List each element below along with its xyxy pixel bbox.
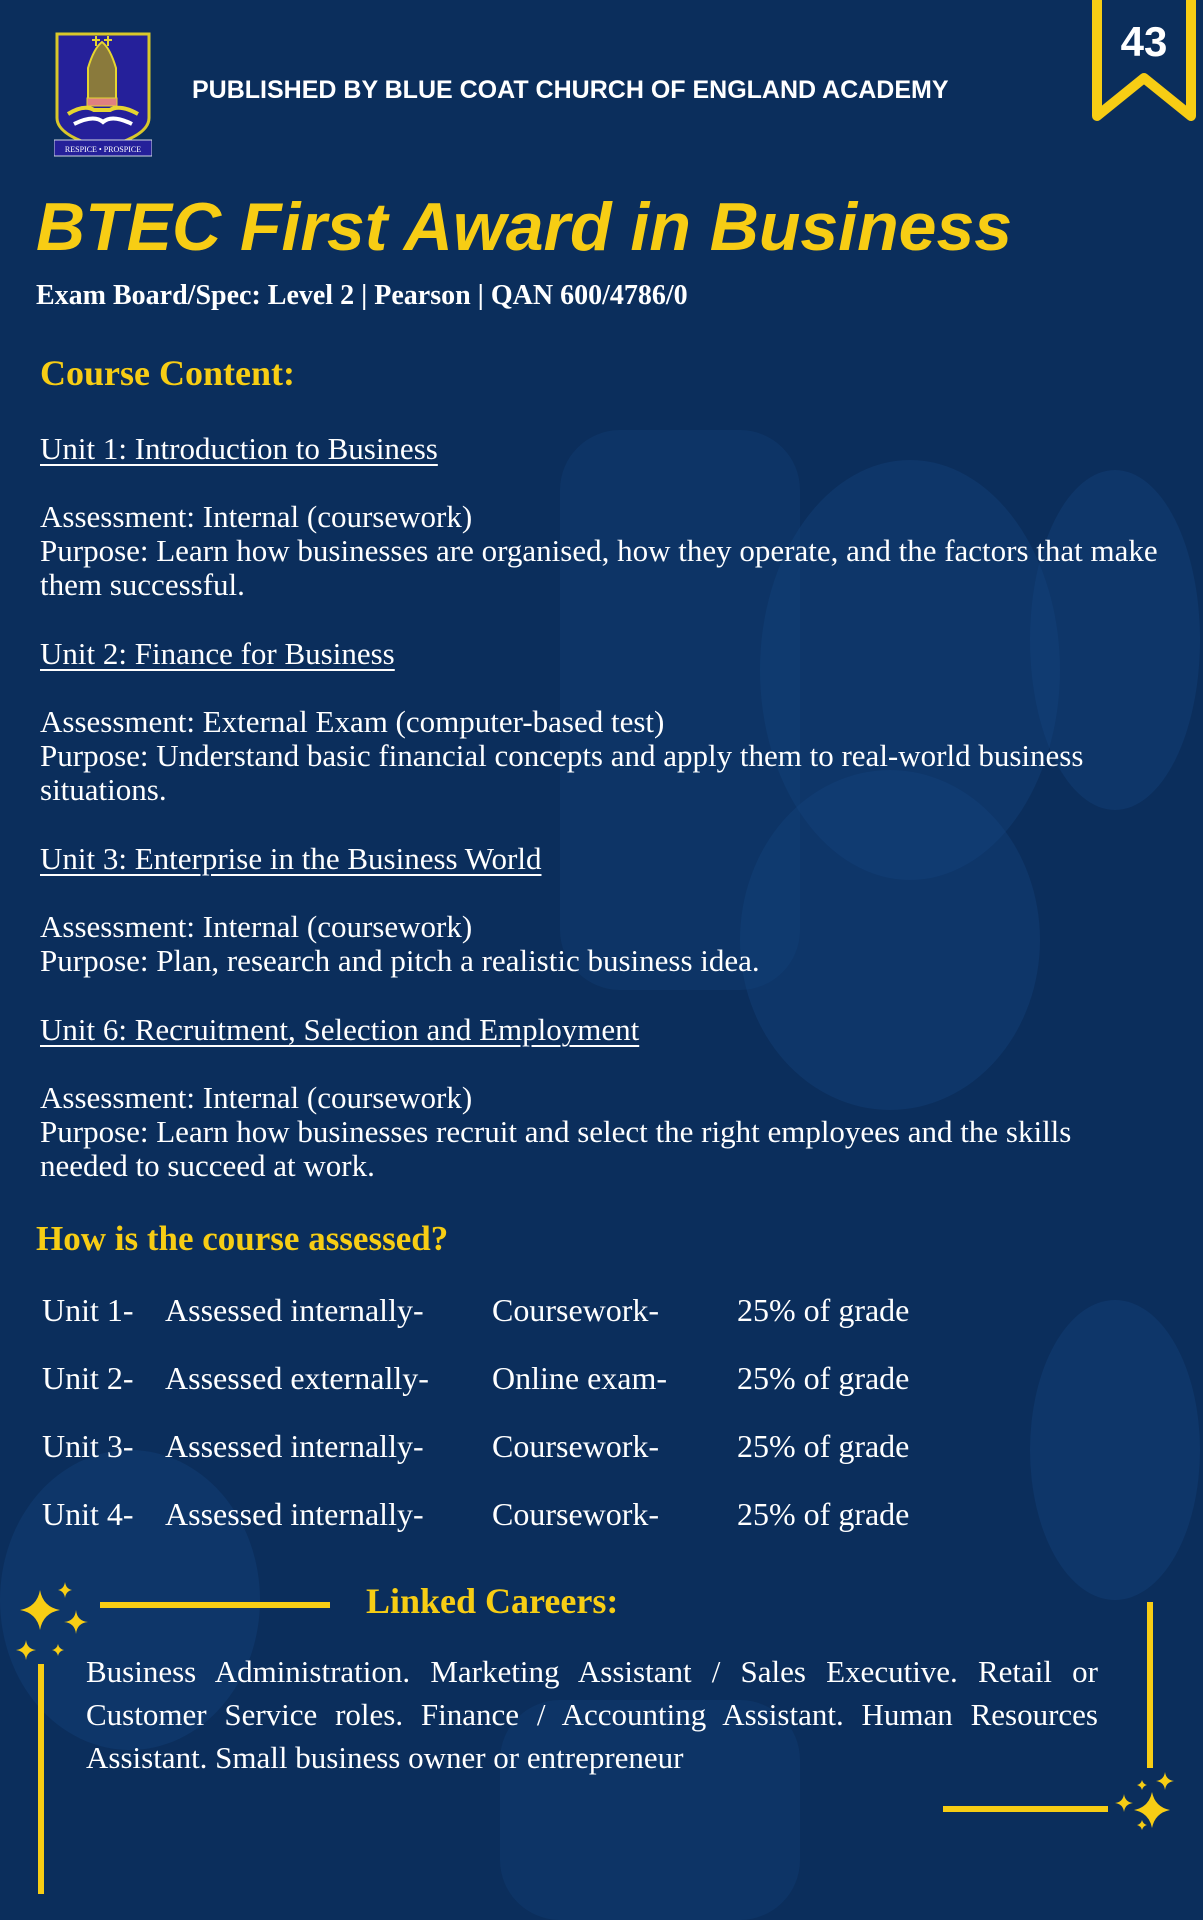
assessment-method: Assessed externally- [165,1360,429,1396]
assessment-type: Coursework- [492,1292,660,1328]
unit-title: Unit 1: Introduction to Business [40,431,438,466]
course-content-heading: Course Content: [40,353,295,393]
unit-assessment: Assessment: Internal (coursework) [40,499,473,534]
publisher-text: PUBLISHED BY BLUE COAT CHURCH OF ENGLAND ACADEMY [192,76,949,104]
assessment-weight: 25% of grade [737,1496,910,1532]
page-number: 43 [1120,18,1168,65]
spec-line: Exam Board/Spec: Level 2 | Pearson | QAN 600/4786/0 [36,280,688,311]
decorative-line [1147,1602,1153,1768]
assessment-type: Online exam- [492,1360,668,1396]
unit-assessment: Assessment: Internal (coursework) [40,909,473,944]
linked-careers-heading: Linked Careers: [366,1581,619,1621]
unit-block [40,1013,1160,1183]
unit-assessment: Assessment: Internal (coursework) [40,1080,473,1115]
unit-block [40,432,1160,602]
school-crest-logo [54,32,152,158]
decorative-line [38,1664,44,1894]
assessment-method: Assessed internally- [165,1496,424,1532]
unit-title: Unit 6: Recruitment, Selection and Employment [40,1012,640,1047]
assessment-row [42,1496,1042,1536]
assessment-weight: 25% of grade [737,1360,910,1396]
assessment-type: Coursework- [492,1496,660,1532]
assessment-heading: How is the course assessed? [36,1219,449,1258]
unit-purpose: Purpose: Learn how businesses recruit and select the right employees and the skills needed to succeed at work. [40,1114,1072,1183]
unit-block [40,842,1160,978]
assessment-unit: Unit 3- [42,1428,134,1464]
page-title: BTEC First Award in Business [36,189,1013,265]
background-circle [1030,1300,1200,1600]
assessment-weight: 25% of grade [737,1292,910,1328]
unit-title: Unit 3: Enterprise in the Business World [40,841,542,876]
unit-assessment: Assessment: External Exam (computer-based test) [40,704,665,739]
assessment-method: Assessed internally- [165,1292,424,1328]
assessment-row [42,1360,1042,1400]
unit-purpose: Purpose: Understand basic financial concepts and apply them to real-world business situations. [40,738,1084,807]
assessment-unit: Unit 4- [42,1496,134,1532]
assessment-unit: Unit 1- [42,1292,134,1328]
assessment-row [42,1292,1042,1332]
assessment-method: Assessed internally- [165,1428,424,1464]
decorative-line [100,1602,330,1608]
unit-block [40,637,1160,807]
unit-purpose: Purpose: Plan, research and pitch a realistic business idea. [40,943,760,978]
assessment-weight: 25% of grade [737,1428,910,1464]
decorative-line [943,1806,1108,1812]
assessment-unit: Unit 2- [42,1360,134,1396]
sparkle-icon [1108,1770,1188,1850]
crest-motto: RESPICE • PROSPICE [64,145,142,154]
unit-title: Unit 2: Finance for Business [40,636,395,671]
assessment-type: Coursework- [492,1428,660,1464]
linked-careers-text: Business Administration. Marketing Assistant / Sales Executive. Retail or Customer Service roles. Finance / Accounting Assistant. Human Resources Assistant. Small business owner or entrepreneur [86,1654,1098,1775]
assessment-row [42,1428,1042,1468]
unit-purpose: Purpose: Learn how businesses are organised, how they operate, and the factors that make them successful. [40,533,1158,602]
